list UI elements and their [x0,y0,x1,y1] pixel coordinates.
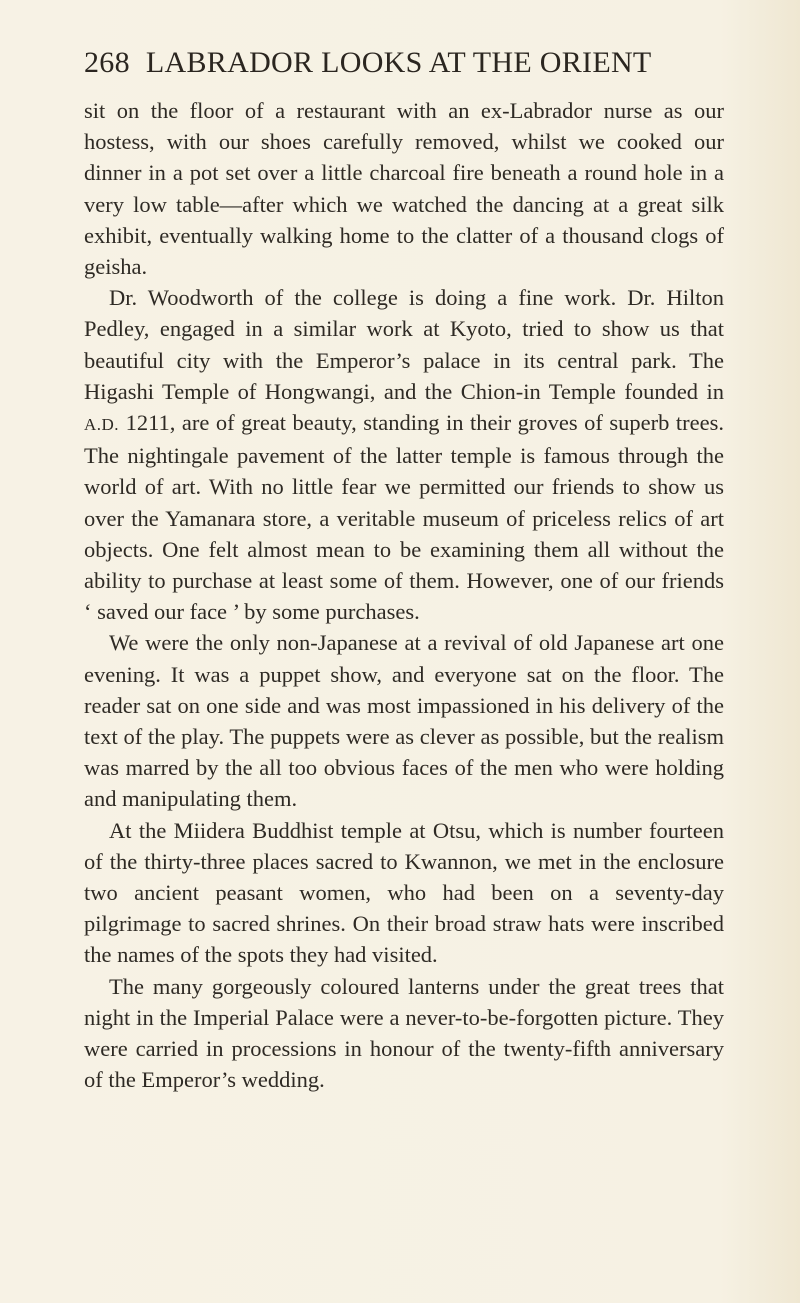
body-text [84,95,724,1096]
running-header [84,46,724,80]
paragraph-2 [84,282,724,627]
paragraph-2-part-2: 1211, are of great beauty, standing in their groves of superb trees. The nightingale pavement of the latter temple is famous through the world of art. With no little fear we permitted our friends to show us over the Yamanara store, a veritable museum of priceless relics of art objects. One felt almost mean to be examining them all without the ability to purchase at least some of them. However, one of our friends ‘ saved our face ’ by some purchases. [84,410,725,625]
era-abbreviation: A.D. [84,415,120,435]
paragraph-2-part-1: Dr. Woodworth of the college is doing a fine work. Dr. Hilton Pedley, engaged in a similar work at Kyoto, tried to show us that beautiful city with the Emperor’s palace in its central park. The Higashi Temple of Hongwangi, and the Chion-in Temple founded in [84,285,724,404]
paragraph-3: We were the only non-Japanese at a revival of old Japanese art one evening. It was a puppet show, and everyone sat on the floor. The reader sat on one side and was most impassioned in his delivery of the text of the play. The puppets were as clever as possible, but the realism was marred by the all too obvious faces of the men who were holding and manipulating them. [84,630,724,812]
paragraph-1: sit on the floor of a restaurant with an ex-Labrador nurse as our hostess, with our shoes carefully removed, whilst we cooked our dinner in a pot set over a little charcoal fire beneath a round hole in a very low table—after which we watched the dancing at a great silk exhibit, eventually walking home to the clatter of a thousand clogs of geisha. [84,98,724,280]
page-number: 268 [84,46,130,79]
paragraph-4: At the Miidera Buddhist temple at Otsu, which is number fourteen of the thirty-three places sacred to Kwannon, we met in the enclosure two ancient peasant women, who had been on a seventy-day pilgrimage to sacred shrines. On their broad straw hats were inscribed the names of the spots they had visited. [84,817,724,968]
paragraph-5: The many gorgeously coloured lanterns under the great trees that night in the Imperial Palace were a never-to-be-forgotten picture. They were carried in processions in honour of the twenty-fifth anniversary of the Emperor’s wedding. [84,973,724,1093]
running-title: LABRADOR LOOKS AT THE ORIENT [145,46,652,79]
